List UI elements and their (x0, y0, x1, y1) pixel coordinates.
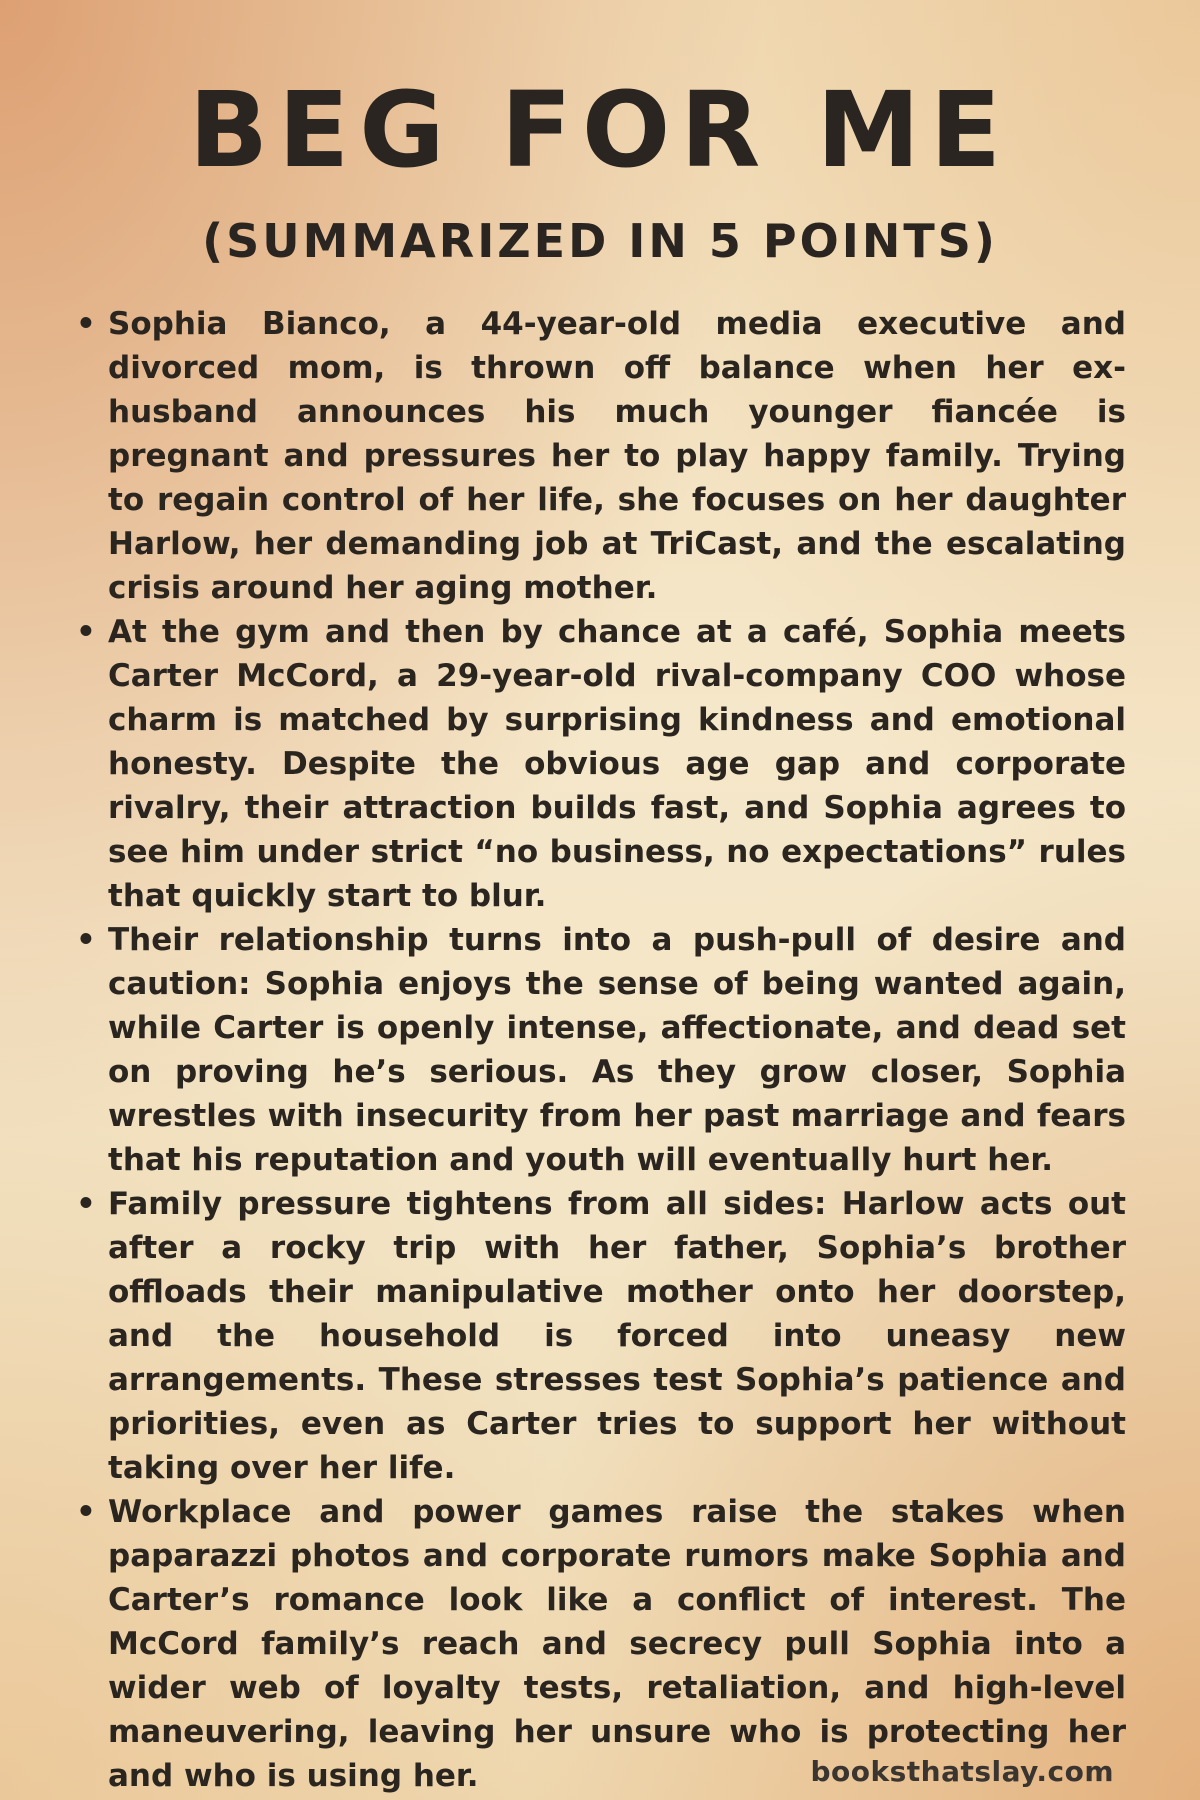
page-subtitle: (SUMMARIZED IN 5 POINTS) (202, 214, 998, 268)
summary-point-3: • Their relationship turns into a push-pull of desire and caution: Sophia enjoys the sense of being wanted again, while Carter is openly intense, affectionate, and dead set on proving he’s serious. As they grow closer, Sophia wrestles with insecurity from her past marriage and fears that his reputation and youth will eventually hurt her. (108, 918, 1126, 1182)
summary-point-2: • At the gym and then by chance at a café, Sophia meets Carter McCord, a 29-year-old rival-company COO whose charm is matched by surprising kindness and emotional honesty. Despite the obvious age gap and corporate rivalry, their attraction builds fast, and Sophia agrees to see him under strict “no business, no expectations” rules that quickly start to blur. (108, 610, 1126, 918)
summary-points-list (68, 302, 1126, 1798)
site-credit: booksthatslay.com (810, 1755, 1114, 1788)
summary-point-5: • Workplace and power games raise the stakes when paparazzi photos and corporate rumors make Sophia and Carter’s romance look like a conflict of interest. The McCord family’s reach and secrecy pull Sophia into a wider web of loyalty tests, retaliation, and high-level maneuvering, leaving her unsure who is protecting her and who is using her. (108, 1490, 1126, 1798)
page-title: BEG FOR ME (188, 69, 1012, 191)
summary-point-1: • Sophia Bianco, a 44-year-old media executive and divorced mom, is thrown off balance when her ex-husband announces his much younger fiancée is pregnant and pressures her to play happy family. Trying to regain control of her life, she focuses on her daughter Harlow, her demanding job at TriCast, and the escalating crisis around her aging mother. (108, 302, 1126, 610)
summary-point-4: • Family pressure tightens from all sides: Harlow acts out after a rocky trip with her father, Sophia’s brother offloads their manipulative mother onto her doorstep, and the household is forced into uneasy new arrangements. These stresses test Sophia’s patience and priorities, even as Carter tries to support her without taking over her life. (108, 1182, 1126, 1490)
